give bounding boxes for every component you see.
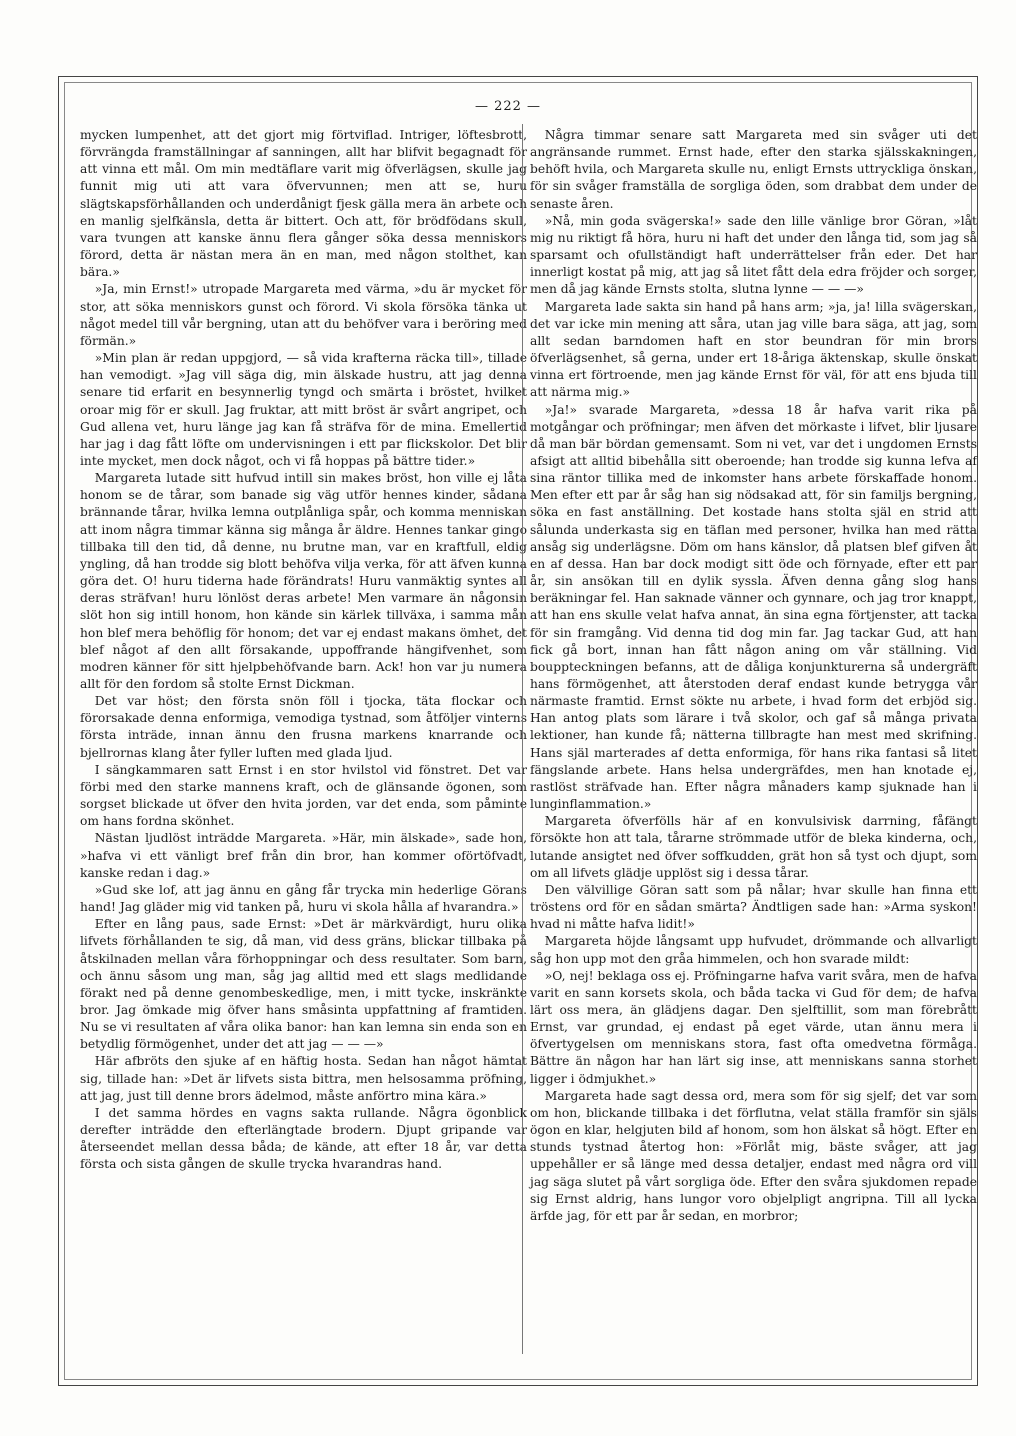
left-column [80, 127, 527, 1174]
paragraph: »Min plan är redan uppgjord, — så vida krafterna räcka till», tillade han vemodigt. »Jag vill säga dig, min älskade hustru, att jag denna senare tid erfarit en besynnerlig tyngd och smärta i bröstet, hvilket oroar mig för er skull. Jag fruktar, att mitt bröst är svårt angripet, och Gud allena vet, huru länge jag kan få sträfva för de mina. Emellertid har jag i dag fått löfte om undervisningen i ett par flickskolor. Det blir inte mycket, men dock något, och vi få hoppas på bättre tider.» [80, 351, 527, 468]
paragraph: Här afbröts den sjuke af en häftig hosta. Sedan han något hämtat sig, tillade han: »Det är lifvets sista bittra, men helsosamma pröfning, att jag, just till denne brors ädelmod, måste anförtro mina kära.» [80, 1054, 527, 1103]
paragraph: »O, nej! beklaga oss ej. Pröfningarne hafva varit svåra, men de hafva varit en sann korsets skola, och båda tacka vi Gud för dem; de hafva lärt oss mera, än glädjens dagar. Den sjelftillit, som man förebrått Ernst, var grundad, ej endast på eget värde, utan ännu mera i öfvertygelsen om menniskans stora, fast ofta omedvetna förmåga. Bättre än någon har han lärt sig inse, att menniskans sanna storhet ligger i ödmjukhet.» [530, 968, 977, 1086]
paragraph: mycken lumpenhet, att det gjort mig förtviflad. Intriger, löftesbrott, förvrängda framställningar af sanningen, allt har blifvit begagnadt för att vinna ett mål. Om min medtäflare varit mig öfverlägsen, skulle jag funnit mig uti att vara öfvervunnen; men att se, huru slägtskapsförhållanden och underdånigt fjesk gälla mera än arbete och en manlig sjelfkänsla, detta är bittert. Och att, för brödfödans skull, vara tvungen att kanske ännu flera gånger söka dessa menniskors förord, detta är nästan mera än en man, med någon stolthet, kan bära.» [80, 128, 527, 280]
paragraph: Efter en lång paus, sade Ernst: »Det är märkvärdigt, huru olika lifvets förhållanden te sig, då man, vid dess gräns, blickar tillbaka på åtskilnaden mellan våra förhoppningar och dess resultater. Som barn, och ännu såsom ung man, såg jag alltid med ett slags medlidande förakt ned på denne genombeskedlige, men, i mitt tycke, inskränkte bror. Jag ömkade mig öfver hans småsinta uppfattning af framtiden. Nu se vi resultaten af våra olika banor: han kan lemna sin enda son en betydlig förmögenhet, under det att jag — — —» [80, 917, 527, 1052]
paragraph: »Ja, min Ernst!» utropade Margareta med värma, »du är mycket för stor, att söka menniskors gunst och förord. Vi skola försöka tänka ut något medel till vår bergning, utan att du behöfver vara i beröring med förmän.» [80, 282, 527, 348]
paragraph: »Gud ske lof, att jag ännu en gång får trycka min hederlige Görans hand! Jag gläder mig vid tanken på, huru vi skola hålla af hvarandra.» [80, 882, 527, 915]
column-divider [522, 124, 523, 1354]
paragraph: Margareta höjde långsamt upp hufvudet, drömmande och allvarligt såg hon upp mot den gråa himmelen, och hon svarade mildt: [530, 934, 977, 966]
paragraph: Den välvillige Göran satt som på nålar; hvar skulle han finna ett tröstens ord för en sådan smärta? Ändtligen sade han: »Arma syskon! hvad ni måtte hafva lidit!» [530, 882, 977, 932]
paragraph: Margareta öfverfölls här af en konvulsivisk darrning, fåfängt försökte hon att tala, tårarne strömmade utför de bleka kinderna, och, lutande ansigtet ned öfver soffkudden, grät hon så tyst och djupt, som om all lifvets glädje upplöst sig i dessa tårar. [530, 814, 977, 880]
paragraph: Margareta lutade sitt hufvud intill sin makes bröst, hon ville ej låta honom se de tårar, som banade sig väg utför hennes kinder, sådana brännande tårar, hvilka lemna outplånliga spår, och komma menniskan att inom några timmar känna sig många år äldre. Hennes tankar gingo tillbaka till den tid, då denne, nu brutne man, var en kraftfull, eldig yngling, då han trodde sig blott behöfva vilja verka, för att äfven kunna göra det. O! huru tiderna hade förändrats! Huru vanmäktig syntes all deras sträfvan! huru lönlöst deras arbete! Men varmare än någonsin slöt hon sig intill honom, hon kände sin kärlek tillväxa, i samma mån hon blef mera behöflig för honom; det var ej endast makans ömhet, det blef något af den allt försakande, uppoffrande hängifvenhet, som modren känner för sitt hjelpbehöfvande barn. Ack! hon var ju numera allt för den fordom så stolte Ernst Dickman. [80, 471, 527, 691]
paragraph: I det samma hördes en vagns sakta rullande. Några ögonblick derefter inträdde den efterlängtade brodern. Djupt gripande var återseendet mellan dessa båda; de kände, att efter 18 år, var detta första och sista gången de skulle trycka hvarandras hand. [80, 1105, 527, 1172]
paragraph: Margareta lade sakta sin hand på hans arm; »ja, ja! lilla svägerskan, det var icke min mening att såra, utan jag ville bara säga, att jag, som allt sedan barndomen haft en stor beundran för min brors öfverlägsenhet, så gerna, under ert 18-åriga äktenskap, skulle önskat vinna ert förtroende, men jag kände Ernst för väl, för att ens bjuda till att närma mig.» [530, 299, 977, 400]
paragraph: Margareta hade sagt dessa ord, mera som för sig sjelf; det var som om hon, blickande tillbaka i det förflutna, velat ställa framför sin själs ögon en klar, helgjuten bild af honom, som hon älskat så högt. Efter en stunds tystnad återtog hon: »Förlåt mig, bäste svåger, att jag uppehåller er så länge med dessa detaljer, endast med några ord vill jag säga slutet på vårt sorgliga öde. Efter den svåra sjukdomen repade sig Ernst aldrig, hans lungor voro objelpligt angripna. Till all lycka ärfde jag, för ett par år sedan, en morbror; [530, 1088, 977, 1223]
paragraph: Det var höst; den första snön föll i tjocka, täta flockar och förorsakade denna enformiga, vemodiga tystnad, som åtföljer vinterns första inträde, innan ännu den frusna markens knarrande och bjellrornas klang åter fyller luften med glada ljud. [80, 694, 527, 760]
right-column [530, 127, 977, 1225]
paragraph: Några timmar senare satt Margareta med sin svåger uti det angränsande rummet. Ernst hade, efter den starka själsskakningen, behöft hvila, och Margareta skulle nu, enligt Ernsts uttryckliga önskan, för sin svåger framställa de sorgliga öden, som drabbat dem under de senaste åren. [530, 128, 977, 211]
paragraph: »Nå, min goda svägerska!» sade den lille vänlige bror Göran, »låt mig nu riktigt få höra, huru ni haft det under den långa tid, som jag så sparsamt och ofullständigt haft underrättelser från eder. Det har innerligt kostat på mig, att jag så litet fått dela edra fröjder och sorger, men då jag kände Ernsts stolta, slutna lynne — — —» [530, 213, 977, 297]
paragraph: »Ja!» svarade Margareta, »dessa 18 år hafva varit rika på motgångar och pröfningar; men äfven det mörkaste i lifvet, blir ljusare då man bär bördan gemensamt. Som ni vet, var det i ungdomen Ernsts afsigt att alltid bibehålla sitt oberoende; han trodde sig kunna lefva af sina räntor tillika med de inkomster hans arbete förskaffade honom. Men efter ett par år såg han sig nödsakad att, för sin familjs bergning, söka en fast anställning. Det kostade hans stolta själ en strid att sålunda underkasta sig en täflan med personer, hvilka han med rätta ansåg sig underlägsne. Döm om hans känslor, då platsen blef gifven åt en af dessa. Han bar dock modigt sitt öde och förnyade, efter ett par år, sin ansökan till en dylik syssla. Äfven denna gång slog hans beräkningar fel. Han saknade vänner och gynnare, och jag tror knappt, att han ens skulle velat hafva annat, än sina egna förtjenster, att tacka för sin framgång. Vid denna tid dog min far. Jag tackar Gud, att han fick gå bort, innan han fått någon aning om vår ställning. Vid bouppteckningen befanns, att de dåliga konjunkturerna så undergräft hans förmögenhet, att återstoden deraf endast kunde betrygga vår närmaste framtid. Ernst sökte nu arbete, i hvad form det erbjöd sig. Han antog plats som lärare i två skolor, och gaf så många privata lektioner, han kunde få; nätterna tillbragte han mest med skrifning. Hans själ marterades af detta enformiga, för hans rika fantasi så litet fängslande arbete. Hans helsa undergräfdes, men han knotade ej, rastlöst sträfvade han. Efter några månaders kamp sjuknade han i lunginflammation.» [530, 402, 977, 812]
paragraph: I sängkammaren satt Ernst i en stor hvilstol vid fönstret. Det var förbi med den starke mannens kraft, och de glänsande ögonen, som sorgset blickade ut öfver den hvita jorden, var det enda, som påminte om hans fordna skönhet. [80, 762, 527, 829]
page-number: — 222 — [474, 99, 542, 114]
paragraph: Nästan ljudlöst inträdde Margareta. »Här, min älskade», sade hon, »hafva vi ett vänligt bref från din bror, han kommer oförtöfvadt, kanske redan i dag.» [80, 831, 527, 880]
